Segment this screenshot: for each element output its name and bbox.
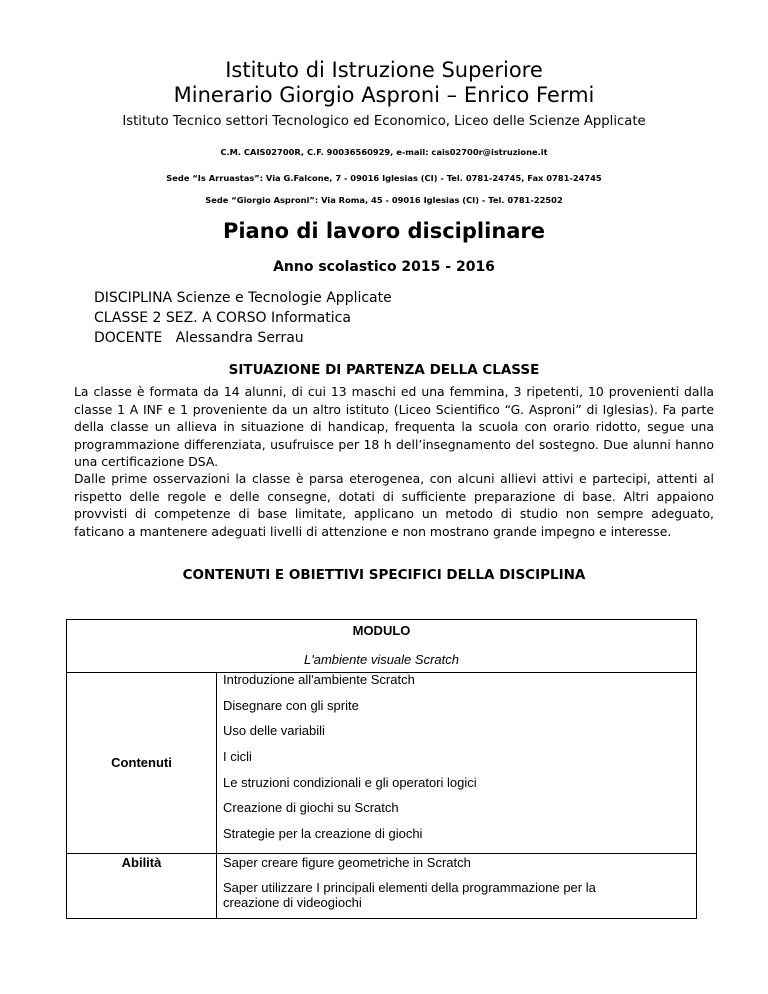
sede-line-1: Sede “Is Arruastas”: Via G.Falcone, 7 - 09016 Iglesias (CI) - Tel. 0781-24745, Fax 0781-24745 [166, 173, 602, 183]
module-table [66, 619, 697, 919]
institute-subtitle: Istituto Tecnico settori Tecnologico ed Economico, Liceo delle Scienze Applicate [122, 114, 646, 129]
abilita-label: Abilità [121, 854, 162, 870]
institute-codes: C.M. CAIS02700R, C.F. 90036560929, e-mail: cais02700r@istruzione.it [220, 147, 548, 157]
situazione-heading: SITUAZIONE DI PARTENZA DELLA CLASSE [228, 362, 540, 378]
contenuti-heading: CONTENUTI E OBIETTIVI SPECIFICI DELLA DISCIPLINA [182, 567, 586, 583]
disciplina-line: DISCIPLINA Scienze e Tecnologie Applicate [94, 290, 392, 306]
contenuti-item: Disegnare con gli sprite [223, 697, 359, 713]
classe-line: CLASSE 2 SEZ. A CORSO Informatica [94, 310, 351, 326]
abilita-list-cell [217, 853, 697, 918]
module-header-row [67, 620, 697, 673]
contenuti-item: Introduzione all'ambiente Scratch [223, 672, 415, 687]
contenuti-label: Contenuti [111, 755, 172, 771]
module-label: MODULO [352, 623, 411, 638]
contenuti-item: Uso delle variabili [223, 723, 325, 739]
module-header-cell [67, 620, 697, 673]
abilita-row [67, 853, 697, 918]
abilita-item: Saper utilizzare I principali elementi della programmazione per la creazione di videogiochi [223, 879, 596, 910]
document-title: Piano di lavoro disciplinare [222, 219, 546, 243]
abilita-item: Saper creare figure geometriche in Scratch [223, 854, 471, 870]
module-name: L'ambiente visuale Scratch [304, 652, 459, 667]
contenuti-item: Creazione di giochi su Scratch [223, 800, 399, 816]
contenuti-item: Strategie per la creazione di giochi [223, 826, 423, 842]
contenuti-label-cell [67, 673, 217, 854]
situazione-paragraph-1: La classe è formata da 14 alunni, di cui 13 maschi ed una femmina, 3 ripetenti, 10 provenienti dalla classe 1 A INF e 1 proveniente da un altro istituto (Liceo Scientifico “G. Asproni” di Iglesias). Fa parte della classe un allieva in situazione di handicap, frequenta la scuola con orario ridotto, segue una programmazione differenziata, usufruisce per 18 h dell’insegnamento del sostegno. Due alunni hanno una certificazione DSA. [74, 384, 714, 469]
institute-line-1: Istituto di Istruzione Superiore [225, 58, 543, 82]
situazione-paragraph-2: Dalle prime osservazioni la classe è parsa eterogenea, con alcuni allievi attivi e partecipi, attenti al rispetto delle regole e delle consegne, dotati di sufficiente preparazione di base. Altri appaiono provvisti di competenze di base limitate, applicano un metodo di studio non sempre adeguato, faticano a mantenere adeguati livelli di attenzione e non mostrano grande impegno e interesse. [74, 471, 714, 539]
contenuti-row [67, 673, 697, 854]
contenuti-item: Le struzioni condizionali e gli operatori logici [223, 774, 477, 790]
institute-name [0, 58, 768, 108]
docente-line: DOCENTE Alessandra Serrau [94, 330, 304, 346]
contenuti-item: I cicli [223, 749, 252, 765]
school-year: Anno scolastico 2015 - 2016 [273, 259, 495, 275]
sede-line-2: Sede “Giorgio Asproni”: Via Roma, 45 - 09016 Iglesias (CI) - Tel. 0781-22502 [205, 195, 563, 205]
course-info [94, 288, 392, 348]
abilita-label-cell [67, 853, 217, 918]
contenuti-list-cell [217, 673, 697, 854]
institute-line-2: Minerario Giorgio Asproni – Enrico Fermi [173, 83, 595, 107]
